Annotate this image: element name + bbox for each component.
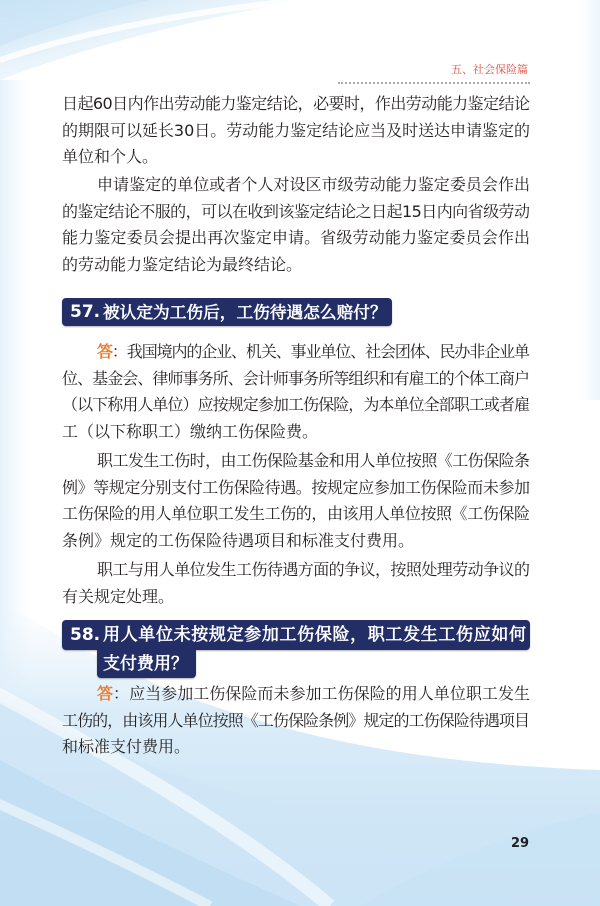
text-line: 条例》规定的工伤保险待遇项目和标准支付费用。 bbox=[62, 531, 415, 551]
text-line: 日起60日内作出劳动能力鉴定结论，必要时，作出劳动能力鉴定结论 bbox=[62, 94, 530, 113]
question-57-answer bbox=[62, 339, 530, 446]
section-title: 五、社会保险篇 bbox=[451, 63, 528, 76]
header-dotted-rule bbox=[338, 82, 530, 84]
text-line: 的劳动能力鉴定结论为最终结论。 bbox=[62, 254, 303, 274]
intro-paragraph-2 bbox=[62, 172, 530, 278]
text-line: 工（以下称职工）缴纳工伤保险费。 bbox=[62, 422, 319, 442]
page-number: 29 bbox=[511, 836, 530, 851]
question-number: 57. bbox=[70, 302, 101, 322]
text-line: 有关规定处理。 bbox=[62, 586, 175, 606]
question-58-answer bbox=[62, 681, 530, 761]
text-line: 单位和个人。 bbox=[62, 147, 159, 166]
text-line: 申请鉴定的单位或者个人对设区市级劳动能力鉴定委员会作出 bbox=[97, 175, 531, 194]
question-text: 被认定为工伤后，工伤待遇怎么赔付？ bbox=[103, 302, 387, 322]
answer-text: ：我国境内的企业、机关、事业单位、社会团体、民办非企业单 bbox=[111, 342, 529, 361]
text-line: 工伤保险的用人单位职工发生工伤的，由该用人单位按照《工伤保险 bbox=[62, 504, 530, 524]
text-line: 工伤的，由该用人单位按照《工伤保险条例》规定的工伤保险待遇项目 bbox=[62, 710, 530, 730]
text-line: 职工发生工伤时，由工伤保险基金和用人单位按照《工伤保险条 bbox=[97, 451, 530, 470]
text-line: 的期限可以延长30日。劳动能力鉴定结论应当及时送达申请鉴定的 bbox=[62, 120, 530, 140]
right-edge-tint bbox=[570, 0, 600, 400]
question-58-heading-continued bbox=[97, 649, 196, 678]
text-line: （以下称用人单位）应按规定参加工伤保险，为本单位全部职工或者雇 bbox=[62, 395, 530, 415]
question-number: 58. bbox=[70, 625, 101, 645]
question-57-paragraph-3 bbox=[62, 557, 530, 610]
question-text: 用人单位未按规定参加工伤保险，职工发生工伤应如何 bbox=[103, 625, 527, 645]
question-57-paragraph-2 bbox=[62, 448, 530, 555]
text-line: 职工与用人单位发生工伤待遇方面的争议，按照处理劳动争议的 bbox=[97, 560, 530, 579]
answer-label: 答 bbox=[97, 684, 114, 703]
answer-text: ：应当参加工伤保险而未参加工伤保险的用人单位职工发生 bbox=[113, 684, 531, 703]
question-58-heading bbox=[62, 620, 530, 650]
text-line: 例》等规定分别支付工伤保险待遇。按规定应参加工伤保险而未参加 bbox=[62, 477, 530, 497]
text-line bbox=[97, 681, 530, 708]
question-57-heading bbox=[62, 298, 392, 326]
text-line: 和标准支付费用。 bbox=[62, 737, 191, 757]
text-line: 能力鉴定委员会提出再次鉴定申请。省级劳动能力鉴定委员会作出 bbox=[62, 228, 531, 247]
text-line: 的鉴定结论不服的，可以在收到该鉴定结论之日起15日内向省级劳动 bbox=[62, 201, 530, 221]
answer-label: 答 bbox=[97, 342, 112, 361]
text-line: 位、基金会、律师事务所、会计师事务所等组织和有雇工的个体工商户 bbox=[62, 368, 530, 388]
question-text: 支付费用？ bbox=[103, 654, 188, 674]
intro-paragraph-1 bbox=[62, 91, 530, 171]
text-line bbox=[97, 339, 530, 366]
